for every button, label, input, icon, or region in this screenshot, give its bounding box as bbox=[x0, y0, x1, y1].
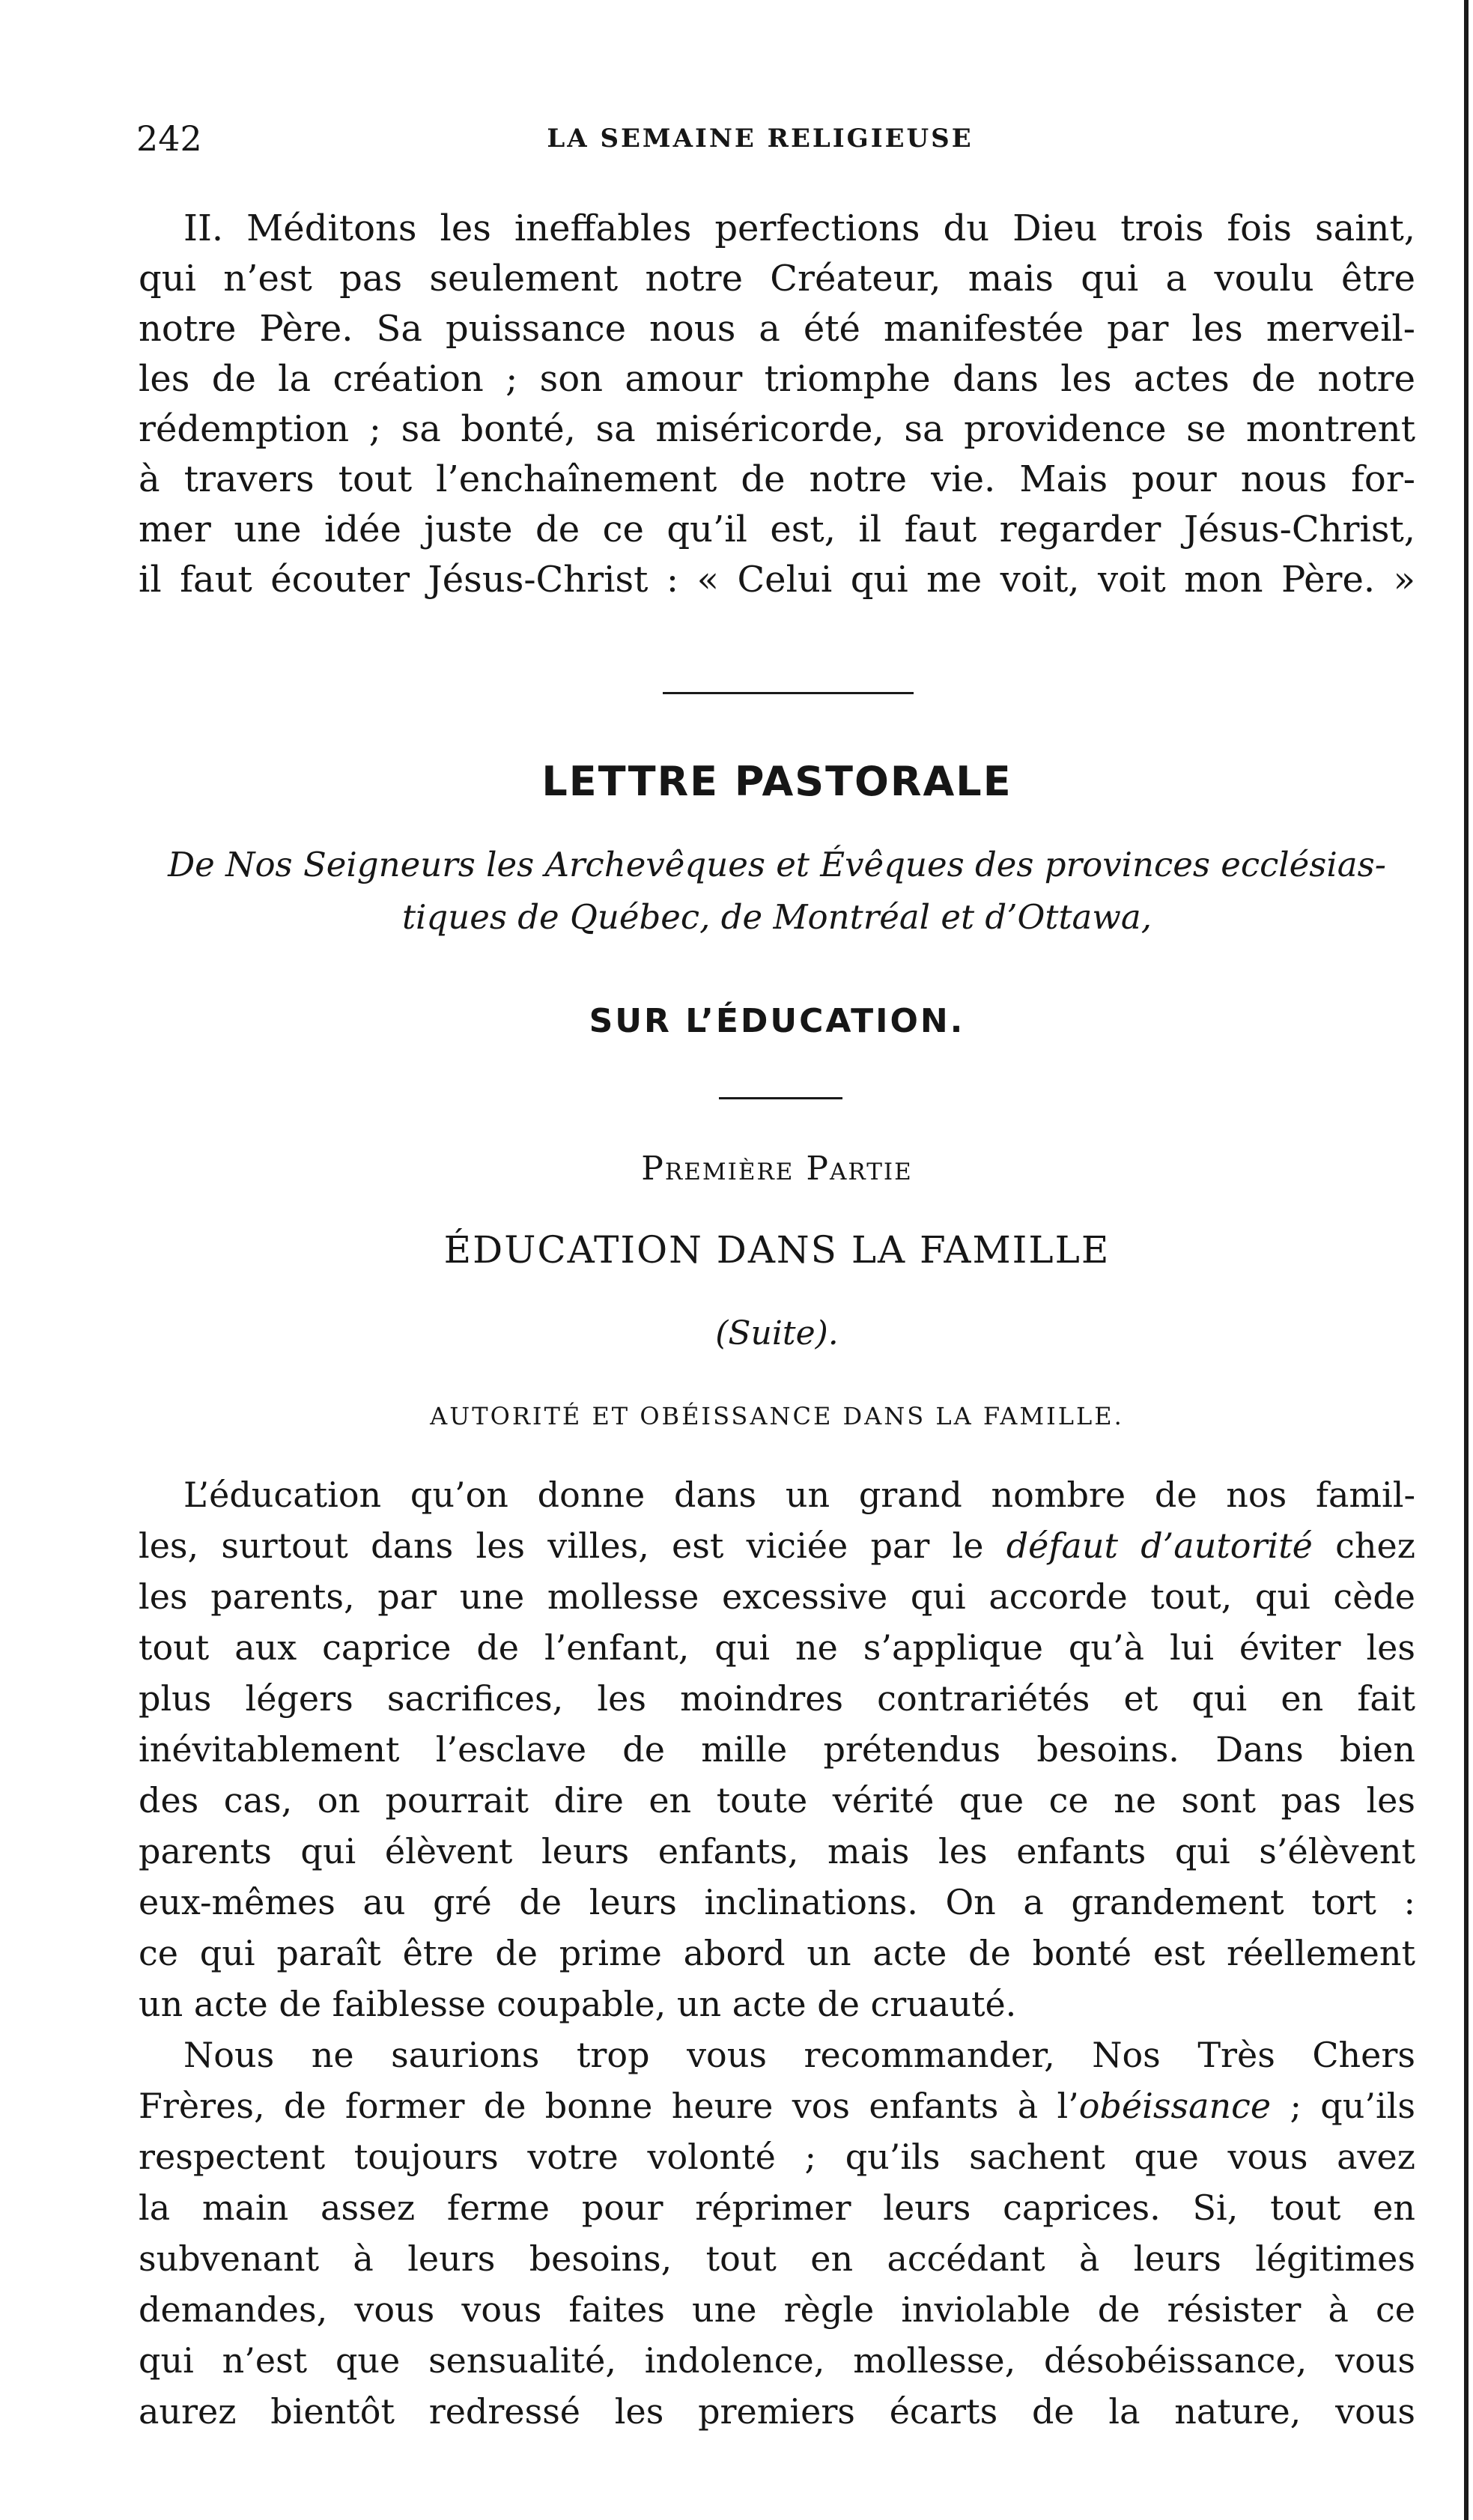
text-line: ce qui paraît être de prime abord un acte de bonté est réellement bbox=[139, 1933, 1415, 1973]
emphasis-text: défaut d’autorité bbox=[1006, 1525, 1313, 1566]
divider-rule bbox=[719, 1097, 842, 1099]
section-title: ÉDUCATION DANS LA FAMILLE bbox=[443, 1228, 1111, 1272]
letter-title: LETTRE PASTORALE bbox=[541, 758, 1012, 805]
text-line bbox=[139, 1520, 1415, 1571]
text-line: L’éducation qu’on donne dans un grand nombre de nos famil- bbox=[183, 1475, 1415, 1515]
emphasis-text: obéissance bbox=[1078, 2086, 1272, 2126]
text-line: les parents, par une mollesse excessive qui accorde tout, qui cède bbox=[139, 1576, 1415, 1617]
letter-subtitle bbox=[139, 839, 1415, 944]
text-line: plus légers sacrifices, les moindres contrariétés et qui en fait bbox=[139, 1678, 1415, 1719]
text-fragment: les, surtout dans les villes, est viciée par le bbox=[139, 1525, 984, 1566]
text-line: qui n’est pas seulement notre Créateur, mais qui a voulu être bbox=[139, 258, 1415, 300]
text-line: Nous ne saurions trop vous recommander, Nos Très Chers bbox=[183, 2035, 1415, 2075]
text-line: les de la création ; son amour triomphe dans les actes de notre bbox=[139, 358, 1415, 400]
text-line: des cas, on pourrait dire en toute vérité que ce ne sont pas les bbox=[139, 1780, 1415, 1821]
running-title: LA SEMAINE RELIGIEUSE bbox=[547, 124, 974, 154]
text-line: la main assez ferme pour réprimer leurs caprices. Si, tout en bbox=[139, 2187, 1415, 2228]
text-line bbox=[139, 2080, 1415, 2131]
text-line: subvenant à leurs besoins, tout en accédant à leurs légitimes bbox=[139, 2238, 1415, 2279]
text-line: inévitablement l’esclave de mille prétendus besoins. Dans bien bbox=[139, 1729, 1415, 1770]
text-line: eux-mêmes au gré de leurs inclinations. On a grandement tort : bbox=[139, 1882, 1415, 1922]
text-line: il faut écouter Jésus-Christ : « Celui qui me voit, voit mon Père. » bbox=[139, 559, 1415, 601]
page-edge bbox=[1464, 0, 1469, 2520]
text-line: aurez bientôt redressé les premiers écarts de la nature, vous bbox=[139, 2391, 1415, 2432]
text-line: un acte de faiblesse coupable, un acte de cruauté. bbox=[139, 1984, 1017, 2024]
divider-rule bbox=[663, 692, 914, 694]
page-header bbox=[120, 112, 1400, 165]
text-line: qui n’est que sensualité, indolence, mollesse, désobéissance, vous bbox=[139, 2340, 1415, 2381]
letter-topic: SUR L’ÉDUCATION. bbox=[589, 1002, 965, 1040]
text-line: à travers tout l’enchaînement de notre vie. Mais pour nous for- bbox=[139, 458, 1415, 500]
subtitle-line: tiques de Québec, de Montréal et d’Ottawa, bbox=[401, 897, 1152, 937]
intro-paragraph bbox=[139, 204, 1415, 605]
text-line: parents qui élèvent leurs enfants, mais les enfants qui s’élèvent bbox=[139, 1831, 1415, 1871]
text-fragment: chez bbox=[1335, 1525, 1415, 1566]
paragraph-obedience bbox=[139, 2029, 1415, 2437]
text-line: mer une idée juste de ce qu’il est, il faut regarder Jésus-Christ, bbox=[139, 508, 1415, 550]
text-line: II. Méditons les ineffables perfections du Dieu trois fois saint, bbox=[183, 207, 1415, 249]
text-line: respectent toujours votre volonté ; qu’ils sachent que vous avez bbox=[139, 2137, 1415, 2177]
text-line: rédemption ; sa bonté, sa miséricorde, sa providence se montrent bbox=[139, 408, 1415, 450]
subtitle-line: De Nos Seigneurs les Archevêques et Évêques des provinces ecclésias- bbox=[168, 845, 1386, 884]
paragraph-authority bbox=[139, 1469, 1415, 2029]
text-line: tout aux caprice de l’enfant, qui ne s’applique qu’à lui éviter les bbox=[139, 1627, 1415, 1668]
text-fragment: ; qu’ils bbox=[1271, 2086, 1415, 2126]
text-fragment: Frères, de former de bonne heure vos enfants à l’ bbox=[139, 2086, 1079, 2126]
part-heading: Première Partie bbox=[641, 1150, 913, 1188]
text-line: notre Père. Sa puissance nous a été manifestée par les merveil- bbox=[139, 308, 1415, 350]
page-number: 242 bbox=[136, 118, 202, 159]
text-line: demandes, vous vous faites une règle inviolable de résister à ce bbox=[139, 2289, 1415, 2330]
subsection-heading: AUTORITÉ ET OBÉISSANCE DANS LA FAMILLE. bbox=[430, 1402, 1124, 1430]
suite-label: (Suite). bbox=[715, 1314, 839, 1352]
